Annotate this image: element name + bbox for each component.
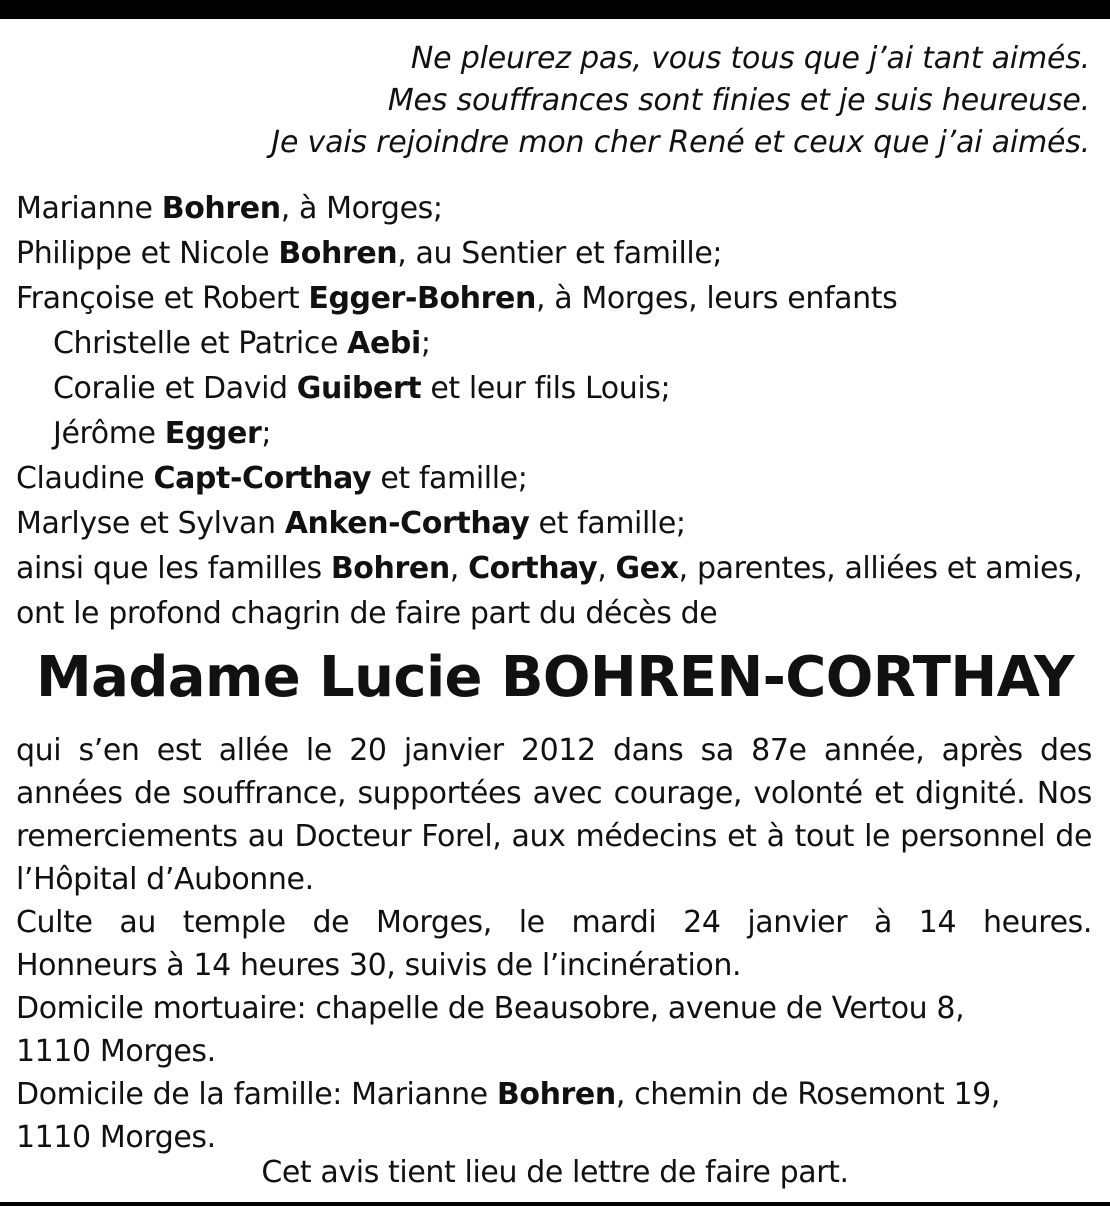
family-line-child: Christelle et Patrice Aebi;	[53, 326, 431, 361]
closing-line: Cet avis tient lieu de lettre de faire part.	[261, 1155, 849, 1190]
family-list	[16, 186, 1096, 636]
body-paragraph: qui s’en est allée le 20 janvier 2012 dans sa 87e année, après des années de souffrance, supportées avec courage, volonté et dignité. Nos remerciements au Docteur Forel, aux médecins et à tout le personnel de l’Hôpital d’Aubonne.	[16, 733, 1092, 897]
poem-line: Mes souffrances sont finies et je suis heureuse.	[387, 83, 1090, 118]
family-line: Marlyse et Sylvan Anken-Corthay et famille;	[16, 506, 686, 541]
family-line: ainsi que les familles Bohren, Corthay, Gex, parentes, alliées et amies,	[16, 551, 1083, 586]
family-line: Françoise et Robert Egger-Bohren, à Morges, leurs enfants	[16, 281, 898, 316]
family-line: Philippe et Nicole Bohren, au Sentier et famille;	[16, 236, 723, 271]
deceased-name: Madame Lucie BOHREN-CORTHAY	[36, 645, 1074, 710]
family-line: Marianne Bohren, à Morges;	[16, 191, 443, 226]
family-line: Claudine Capt-Corthay et famille;	[16, 461, 528, 496]
poem-line: Je vais rejoindre mon cher René et ceux que j’ai aimés.	[271, 125, 1090, 160]
body-paragraph: Domicile de la famille: Marianne Bohren, chemin de Rosemont 19,	[16, 1077, 1000, 1112]
body-paragraph: 1110 Morges.	[16, 1034, 216, 1069]
bottom-border-rule	[0, 1202, 1110, 1206]
body-paragraph: 1110 Morges.	[16, 1120, 216, 1155]
family-line-child: Jérôme Egger;	[53, 416, 272, 451]
body-paragraph: Honneurs à 14 heures 30, suivis de l’incinération.	[16, 948, 742, 983]
epitaph-poem	[271, 38, 1090, 164]
body-paragraph: Culte au temple de Morges, le mardi 24 janvier à 14 heures.	[16, 905, 1092, 940]
top-border-rule	[0, 0, 1110, 19]
notice-body	[16, 729, 1092, 1159]
body-paragraph: Domicile mortuaire: chapelle de Beausobre, avenue de Vertou 8,	[16, 991, 965, 1026]
poem-line: Ne pleurez pas, vous tous que j’ai tant aimés.	[410, 41, 1090, 76]
announcement-line: ont le profond chagrin de faire part du décès de	[16, 596, 718, 631]
family-line-child: Coralie et David Guibert et leur fils Louis;	[53, 371, 671, 406]
